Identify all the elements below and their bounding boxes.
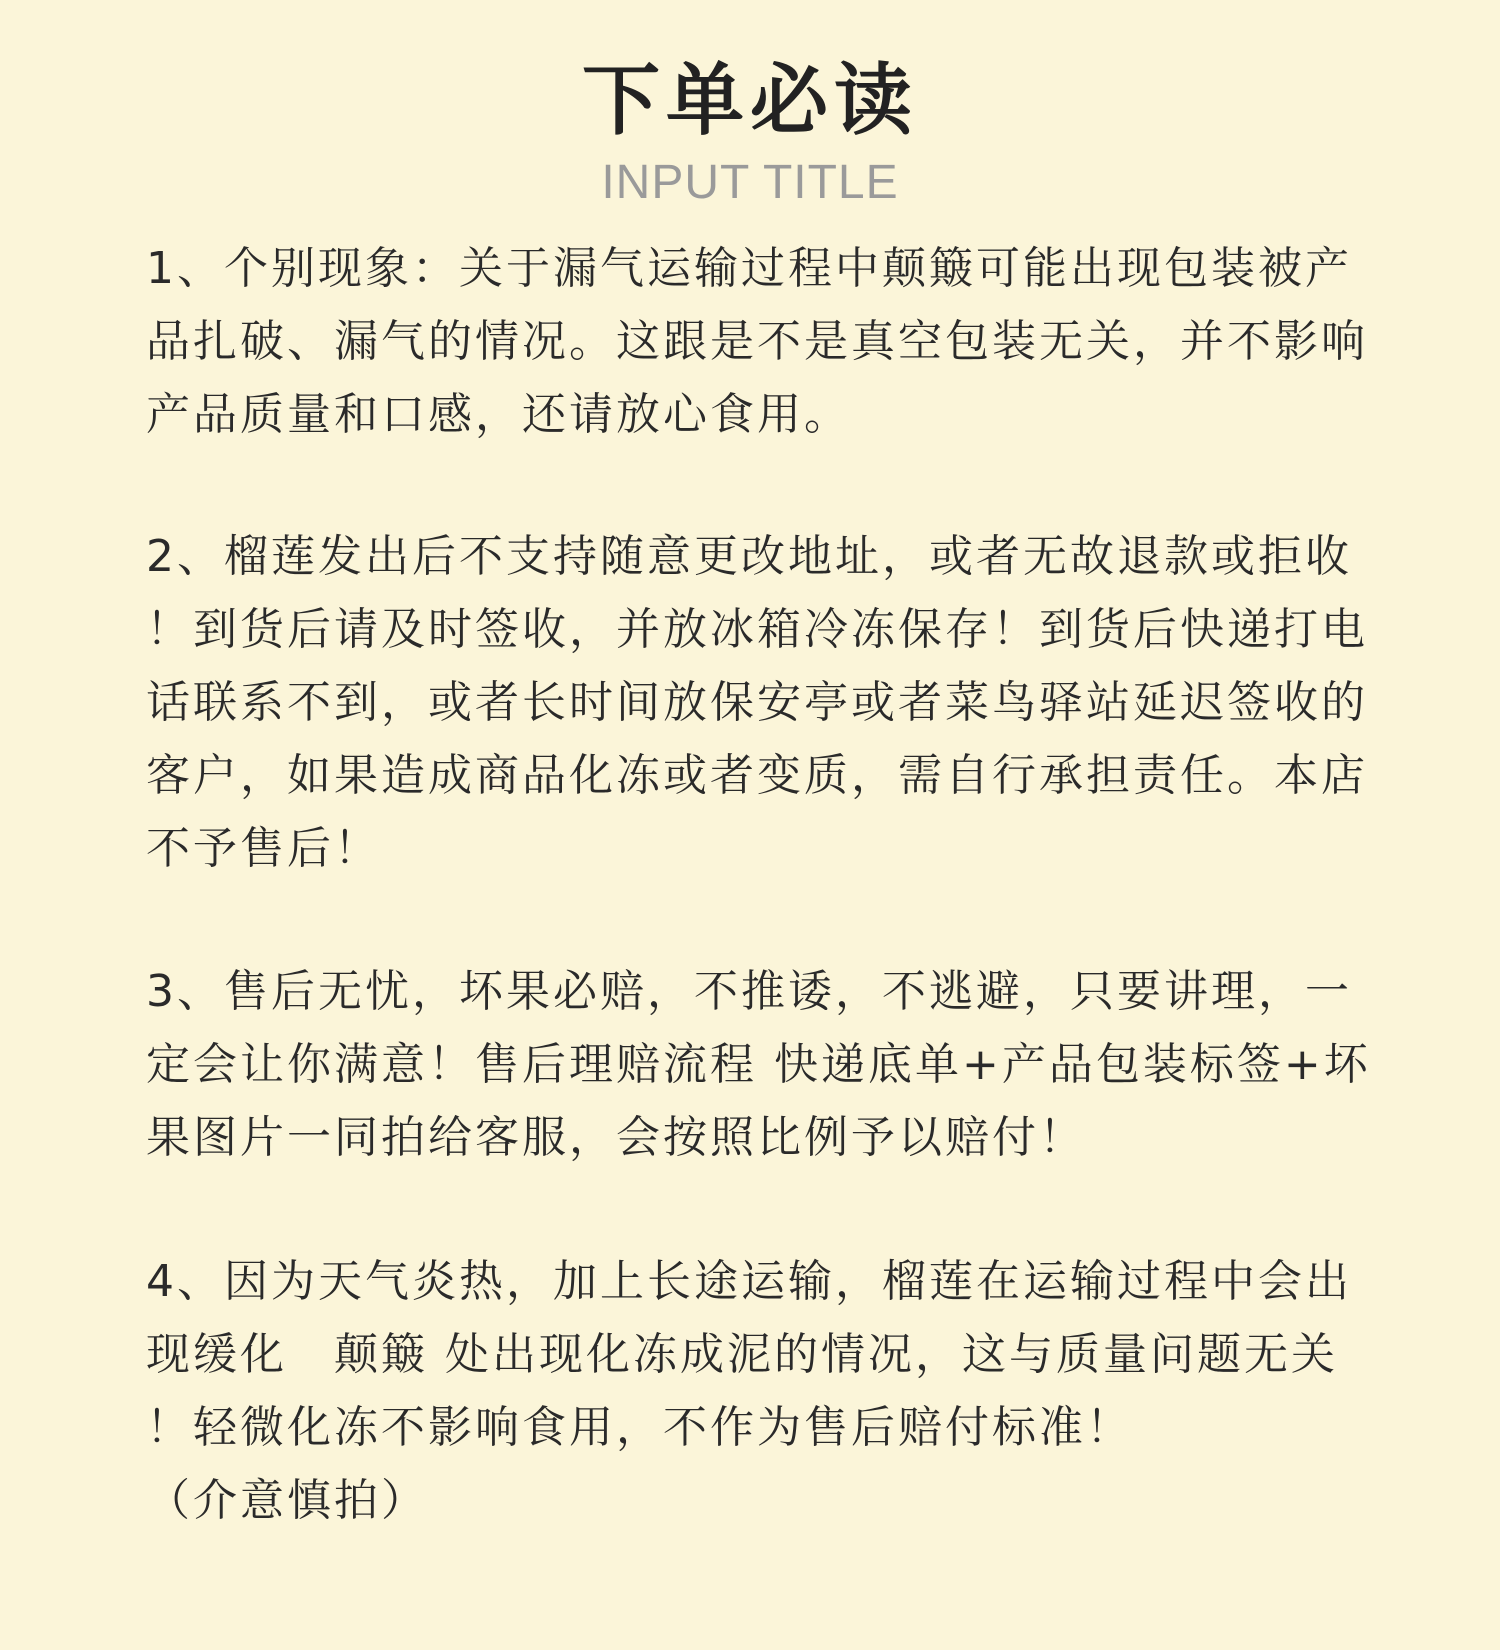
notice-line: ！轻微化冻不影响食用，不作为售后赔付标准！ [146,1402,1133,1453]
notice-line: 话联系不到，或者长时间放保安亭或者菜鸟驿站延迟签收的 [146,677,1368,728]
notice-line: 不予售后！ [146,823,381,874]
notice-line: 客户，如果造成商品化冻或者变质，需自行承担责任。本店 [146,750,1368,801]
notice-line: 2、榴莲发出后不支持随意更改地址，或者无故退款或拒收 [146,531,1352,582]
notice-line: 3、售后无忧，坏果必赔，不推诿，不逃避，只要讲理，一 [146,966,1352,1017]
notice-line: ！到货后请及时签收，并放冰箱冷冻保存！到货后快递打电 [146,604,1368,655]
notice-item-2 [146,520,1411,885]
notice-line: 4、因为天气炎热，加上长途运输，榴莲在运输过程中会出 [146,1256,1352,1307]
page-subtitle: INPUT TITLE [601,156,899,209]
notice-item-4 [146,1245,1411,1537]
notice-line: 1、个别现象：关于漏气运输过程中颠簸可能出现包装被产 [146,243,1352,294]
notice-item-3 [146,955,1411,1174]
notice-line: 定会让你满意！售后理赔流程 快递底单+产品包装标签+坏 [146,1039,1371,1090]
notice-line: 品扎破、漏气的情况。这跟是不是真空包装无关，并不影响 [146,316,1368,367]
notice-line: 果图片一同拍给客服，会按照比例予以赔付！ [146,1112,1086,1163]
notice-line: 产品质量和口感，还请放心食用。 [146,389,851,440]
notice-item-1 [146,232,1411,451]
notice-line: （介意慎拍） [146,1475,428,1526]
page-title: 下单必读 [581,56,918,146]
notice-line: 现缓化 颠簸 处出现化冻成泥的情况，这与质量问题无关 [146,1329,1338,1380]
